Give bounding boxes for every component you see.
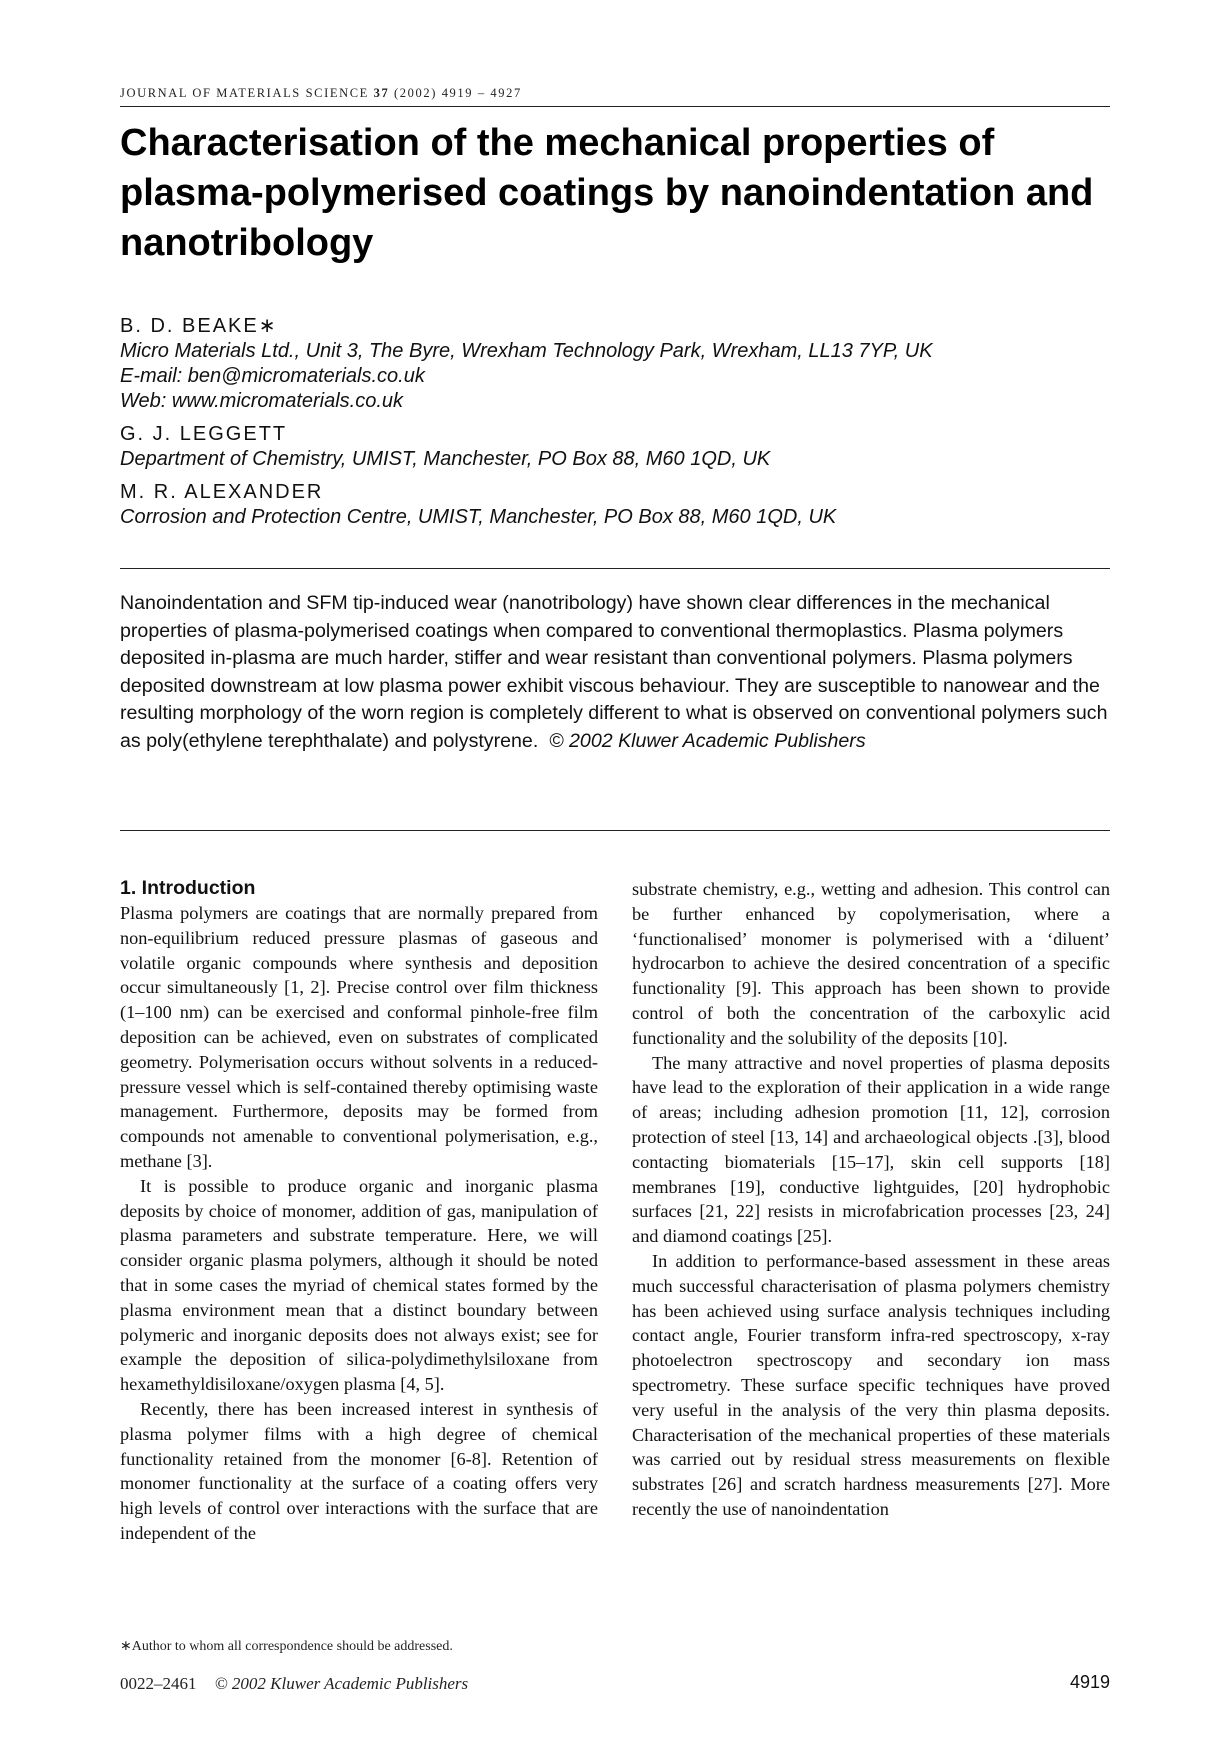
abstract-text: Nanoindentation and SFM tip-induced wear (nanotribology) have shown clear differences in the mechanical properties of plasma-polymerised coatings when compared to conventional thermoplastics. Plasma polymers deposited in-plasma are much harder, stiffer and wear resistant than conventional polymers. Plasma polymers deposited downstream at low plasma power exhibit viscous behaviour. They are susceptible to nanowear and the resulting morphology of the worn region is completely different to what is observed on conventional polymers such as poly(ethylene terephthalate) and polystyrene. xyxy=(120,592,1108,752)
paragraph: Plasma polymers are coatings that are normally prepared from non-equilibrium reduced pressure plasmas of gaseous and volatile organic compounds where synthesis and deposition occur simultaneously [1, 2]. Precise control over film thickness (1–100 nm) can be exercised and conformal pinhole-free film deposition can be achieved, even on substrates of complicated geometry. Polymerisation occurs without solvents in a reduced-pressure vessel which is self-contained thereby optimising waste management. Furthermore, deposits may be formed from compounds not amenable to conventional polymerisation, e.g., methane [3]. xyxy=(120,903,598,1171)
paragraph: The many attractive and novel properties of plasma deposits have lead to the exploration of their application in a wide range of areas; including adhesion promotion [11, 12], corrosion protection of steel [13, 14] and archaeological objects .[3], blood contacting biomaterials [15–17], skin cell supports [18] membranes [19], conductive lightguides, [20] hydrophobic surfaces [21, 22] resists in microfabrication processes [23, 24] and diamond coatings [25]. xyxy=(632,1052,1110,1247)
paragraph: In addition to performance-based assessment in these areas much successful characterisation of plasma polymers chemistry has been achieved using surface analysis techniques including contact angle, Fourier transform infra-red spectroscopy, x-ray photoelectron spectroscopy and secondary ion mass spectrometry. These surface specific techniques have proved very useful in the analysis of the very thin plasma deposits. Characterisation of the mechanical properties of these materials was carried out by residual stress measurements on flexible substrates [26] and scratch hardness measurements [27]. More recently the use of nanoindentation xyxy=(632,1250,1110,1519)
abstract-bottom-rule xyxy=(120,830,1110,831)
right-column xyxy=(632,877,1110,1522)
author-name: M. R. ALEXANDER xyxy=(120,481,324,503)
abstract-top-rule xyxy=(120,568,1110,569)
author-email: E-mail: ben@micromaterials.co.uk xyxy=(120,365,425,387)
journal-volume: 37 xyxy=(373,86,390,100)
footnote: ∗Author to whom all correspondence should be addressed. xyxy=(120,1639,453,1654)
journal-year-pages: (2002) 4919 – 4927 xyxy=(394,86,522,100)
paragraph: It is possible to produce organic and inorganic plasma deposits by choice of monomer, addition of gas, manipulation of plasma parameters and substrate temperature. Here, we will consider organic plasma polymers, although it should be noted that in some cases the myriad of chemical states formed by the plasma environment mean that a distinct boundary between polymeric and inorganic deposits does not always exist; see for example the deposition of silica-polydimethylsiloxane from hexamethyldisiloxane/oxygen plasma [4, 5]. xyxy=(120,1175,598,1395)
paper-title: Characterisation of the mechanical properties of plasma-polymerised coatings by nanoindentation and nanotribology xyxy=(120,122,1094,264)
header-rule xyxy=(120,106,1110,107)
section-heading: 1. Introduction xyxy=(120,877,256,899)
issn: 0022–2461 xyxy=(120,1674,197,1693)
author-affiliation: Department of Chemistry, UMIST, Manchester, PO Box 88, M60 1QD, UK xyxy=(120,448,771,470)
author-name: B. D. BEAKE∗ xyxy=(120,315,278,337)
left-column xyxy=(120,877,598,1546)
paragraph: substrate chemistry, e.g., wetting and adhesion. This control can be further enhanced by copolymerisation, where a ‘functionalised’ monomer is polymerised with a ‘diluent’ hydrocarbon to achieve the desired concentration of a specific functionality [9]. This approach has been shown to provide control of both the concentration of the carboxylic acid functionality and the solubility of the deposits [10]. xyxy=(632,879,1110,1048)
journal-name: JOURNAL OF MATERIALS SCIENCE xyxy=(120,86,369,100)
paper-page xyxy=(120,0,1110,1748)
author-affiliation: Corrosion and Protection Centre, UMIST, Manchester, PO Box 88, M60 1QD, UK xyxy=(120,506,837,528)
footer-publisher: © 2002 Kluwer Academic Publishers xyxy=(214,1674,469,1693)
author-web: Web: www.micromaterials.co.uk xyxy=(120,390,404,412)
abstract-copyright: © 2002 Kluwer Academic Publishers xyxy=(549,729,866,752)
footer xyxy=(120,1674,468,1694)
author-block xyxy=(120,313,1110,530)
author-affiliation: Micro Materials Ltd., Unit 3, The Byre, Wrexham Technology Park, Wrexham, LL13 7YP, UK xyxy=(120,340,933,362)
running-head xyxy=(120,86,1110,101)
abstract xyxy=(120,590,1110,755)
paragraph: Recently, there has been increased interest in synthesis of plasma polymer films with a high degree of chemical functionality retained from the monomer [6-8]. Retention of monomer functionality at the surface of a coating offers very high levels of control over interactions with the surface that are independent of the xyxy=(120,1398,598,1543)
author-name: G. J. LEGGETT xyxy=(120,423,288,445)
page-number: 4919 xyxy=(1069,1672,1110,1692)
